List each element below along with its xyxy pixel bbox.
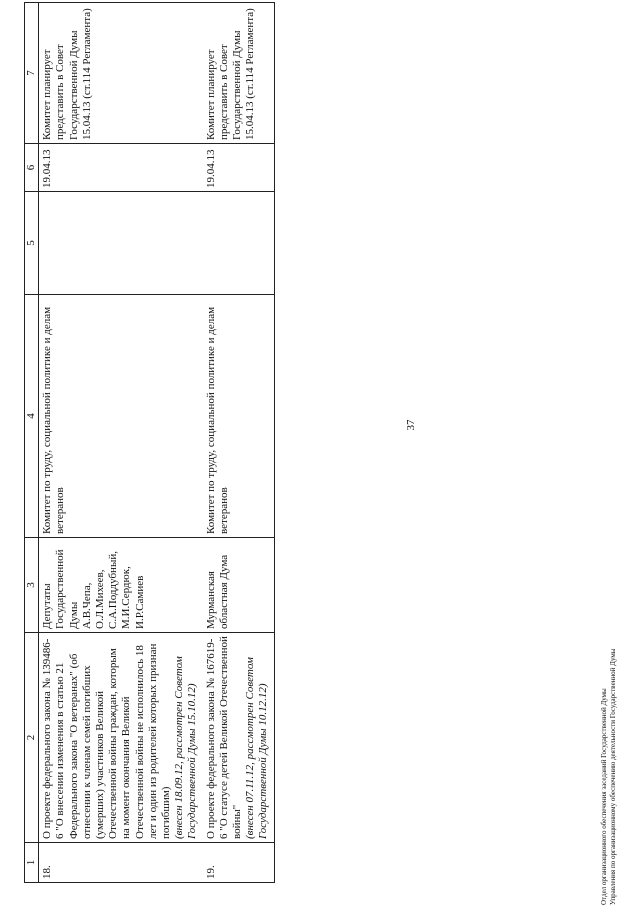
table-header-row bbox=[25, 3, 39, 883]
bill-title: О проекте федерального закона № 139486-6 "О внесении изменения в статью 21 Федерального закона "О ветеранах" (об отнесении к членам семей погибших (умерших) участников Великой Отечественной войны граждан, которым на момент окончания Великой Отечественной войны не исполнилось 18 лет и один из родителей которых признан погибшим) bbox=[41, 638, 173, 839]
col5-cell bbox=[39, 192, 203, 295]
initiator-line: Думы bbox=[67, 601, 80, 629]
bill-title: О проекте федерального закона № 167619-6 "О статусе детей Великой Отечественной войны" bbox=[204, 636, 244, 839]
initiator-line: Государственной bbox=[54, 549, 67, 629]
committee-plan: Комитет планирует представить в Совет Государственной Думы 15.04.13 (ст.114 Регламента) bbox=[39, 3, 203, 144]
header-col-2: 2 bbox=[25, 633, 39, 843]
bill-description bbox=[203, 633, 275, 843]
bill-initiators bbox=[203, 538, 275, 633]
row-number: 19. bbox=[203, 843, 275, 883]
initiator-line: областная Дума bbox=[217, 554, 230, 629]
deadline-date: 19.04.13 bbox=[39, 144, 203, 192]
initiator-line: А.В.Чепа, bbox=[80, 582, 93, 629]
initiator-line: С.А.Поддубный, bbox=[107, 551, 120, 629]
footer-directorate: Управления по организационному обеспечению деятельности Государственной Думы bbox=[609, 648, 617, 905]
initiator-line: Мурманская bbox=[204, 571, 217, 629]
bill-description bbox=[39, 633, 203, 843]
page-number: 37 bbox=[405, 419, 417, 431]
bills-table bbox=[24, 2, 275, 883]
row-number: 18. bbox=[39, 843, 203, 883]
page-footer bbox=[600, 649, 618, 905]
initiator-line: И.Р.Самиев bbox=[133, 575, 146, 629]
initiator-line: Депутаты bbox=[41, 583, 54, 629]
deadline-date: 19.04.13 bbox=[203, 144, 275, 192]
header-col-4: 4 bbox=[25, 295, 39, 538]
bill-initiators bbox=[39, 538, 203, 633]
header-col-7: 7 bbox=[25, 3, 39, 144]
initiator-line: М.И.Сердюк, bbox=[120, 566, 133, 629]
initiator-line: О.Л.Михеев, bbox=[94, 569, 107, 629]
header-col-5: 5 bbox=[25, 192, 39, 295]
header-col-3: 3 bbox=[25, 538, 39, 633]
header-col-1: 1 bbox=[25, 843, 39, 883]
table-row bbox=[39, 3, 203, 883]
bill-note: (внесен 07.11.12, рассмотрен Советом Государственной Думы 10.12.12) bbox=[244, 657, 270, 839]
col5-cell bbox=[203, 192, 275, 295]
committee-plan: Комитет планирует представить в Совет Государственной Думы 15.04.13 (ст.114 Регламента) bbox=[203, 3, 275, 144]
responsible-committee: Комитет по труду, социальной политике и делам ветеранов bbox=[39, 295, 203, 538]
table-row bbox=[203, 3, 275, 883]
responsible-committee: Комитет по труду, социальной политике и делам ветеранов bbox=[203, 295, 275, 538]
bill-note: (внесен 18.09.12, рассмотрен Советом Государственной Думы 15.10.12) bbox=[173, 656, 199, 839]
header-col-6: 6 bbox=[25, 144, 39, 192]
footer-department: Отдел организационного обеспечения заседаний Государственной Думы bbox=[600, 688, 608, 905]
